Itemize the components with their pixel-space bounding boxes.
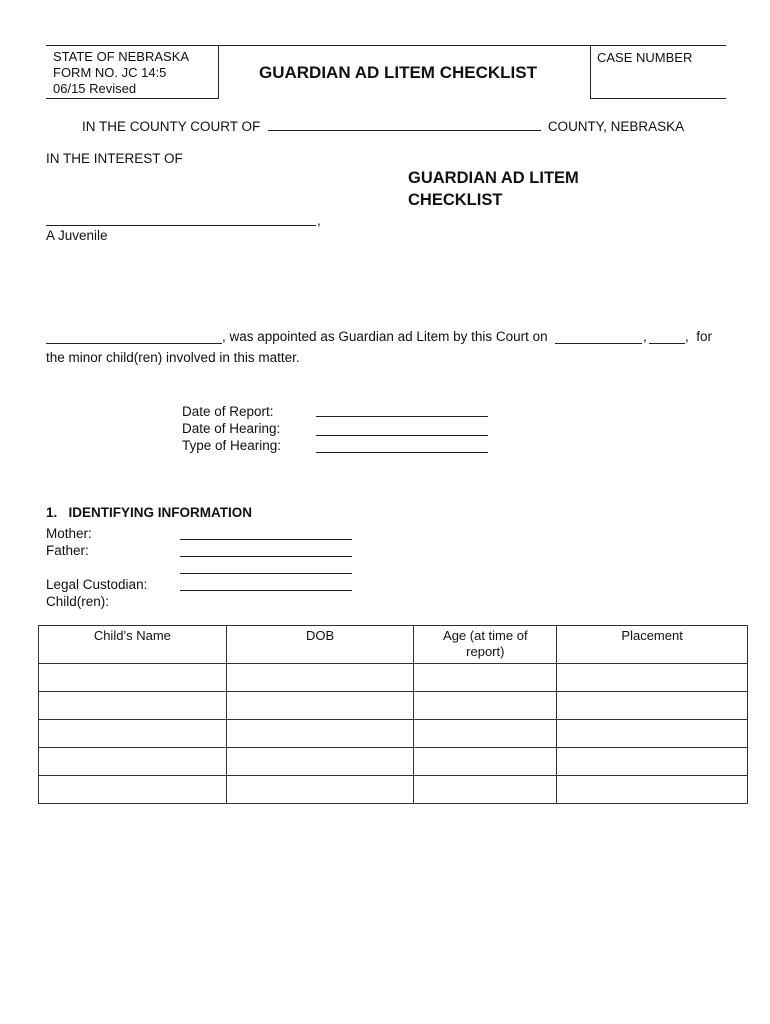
form-number: FORM NO. JC 14:5 (53, 65, 167, 80)
column-header-placement: Placement (557, 626, 748, 664)
header-divider-left (218, 46, 219, 99)
main-title-line2: CHECKLIST (408, 191, 503, 209)
child-age-cell[interactable] (414, 748, 557, 776)
revision-date: 06/15 Revised (53, 81, 137, 96)
header-divider-right (590, 46, 591, 99)
county-court-prefix: IN THE COUNTY COURT OF (82, 119, 261, 134)
type-of-hearing-field[interactable] (316, 437, 488, 453)
county-name-field[interactable] (268, 117, 541, 131)
children-table (38, 625, 748, 804)
form-header (46, 45, 726, 99)
mother-field[interactable] (180, 525, 352, 540)
father-field[interactable] (180, 542, 352, 557)
child-placement-cell[interactable] (557, 720, 748, 748)
form-identifier (53, 49, 189, 97)
child-name-cell[interactable] (39, 692, 227, 720)
main-title-line1: GUARDIAN AD LITEM (408, 169, 579, 187)
child-name-cell[interactable] (39, 776, 227, 804)
case-number-label: CASE NUMBER (597, 50, 693, 65)
appointment-comma: , (643, 329, 647, 344)
children-label: Child(ren): (46, 594, 110, 609)
date-of-report-label: Date of Report: (182, 404, 274, 419)
child-placement-cell[interactable] (557, 664, 748, 692)
child-dob-cell[interactable] (226, 748, 414, 776)
table-row (39, 748, 748, 776)
section1-heading: 1. IDENTIFYING INFORMATION (46, 505, 253, 520)
header-title: GUARDIAN AD LITEM CHECKLIST (259, 63, 537, 82)
child-placement-cell[interactable] (557, 692, 748, 720)
child-age-cell[interactable] (414, 776, 557, 804)
table-row (39, 664, 748, 692)
date-of-report-field[interactable] (316, 403, 488, 417)
table-row (39, 692, 748, 720)
appointment-line2: the minor child(ren) involved in this matter. (46, 350, 300, 365)
state-label: STATE OF NEBRASKA (53, 49, 190, 64)
child-dob-cell[interactable] (226, 692, 414, 720)
header-underline-left (46, 98, 219, 99)
appointment-text: , was appointed as Guardian ad Litem by this Court on (222, 329, 548, 344)
child-dob-cell[interactable] (226, 664, 414, 692)
county-court-line (82, 117, 684, 134)
child-age-cell[interactable] (414, 664, 557, 692)
column-header-age: Age (at time of report) (414, 626, 557, 664)
appointment-date-field[interactable] (555, 330, 642, 344)
county-court-suffix: COUNTY, NEBRASKA (547, 119, 685, 134)
child-placement-cell[interactable] (557, 748, 748, 776)
header-underline-right (590, 98, 726, 99)
juvenile-name-field[interactable] (46, 212, 316, 226)
juvenile-comma: , (317, 213, 321, 228)
column-header-childs-name: Child’s Name (39, 626, 227, 664)
table-row (39, 720, 748, 748)
child-age-cell[interactable] (414, 720, 557, 748)
mother-label: Mother: (46, 526, 92, 541)
date-of-hearing-label: Date of Hearing: (182, 421, 281, 436)
date-of-hearing-field[interactable] (316, 420, 488, 436)
table-header-row (39, 626, 748, 664)
main-title (408, 167, 579, 211)
column-header-dob: DOB (226, 626, 414, 664)
legal-custodian-field[interactable] (180, 576, 352, 591)
additional-parent-field[interactable] (180, 559, 352, 574)
legal-custodian-label: Legal Custodian: (46, 577, 148, 592)
child-name-cell[interactable] (39, 664, 227, 692)
appointment-year-field[interactable] (649, 330, 685, 344)
appointment-for: , for (685, 329, 713, 344)
table-row (39, 776, 748, 804)
father-label: Father: (46, 543, 89, 558)
juvenile-label: A Juvenile (46, 228, 108, 243)
interest-of-label: IN THE INTEREST OF (46, 151, 183, 166)
child-name-cell[interactable] (39, 720, 227, 748)
child-name-cell[interactable] (39, 748, 227, 776)
child-dob-cell[interactable] (226, 720, 414, 748)
child-placement-cell[interactable] (557, 776, 748, 804)
type-of-hearing-label: Type of Hearing: (182, 438, 282, 453)
child-dob-cell[interactable] (226, 776, 414, 804)
child-age-cell[interactable] (414, 692, 557, 720)
guardian-name-field[interactable] (46, 330, 222, 344)
